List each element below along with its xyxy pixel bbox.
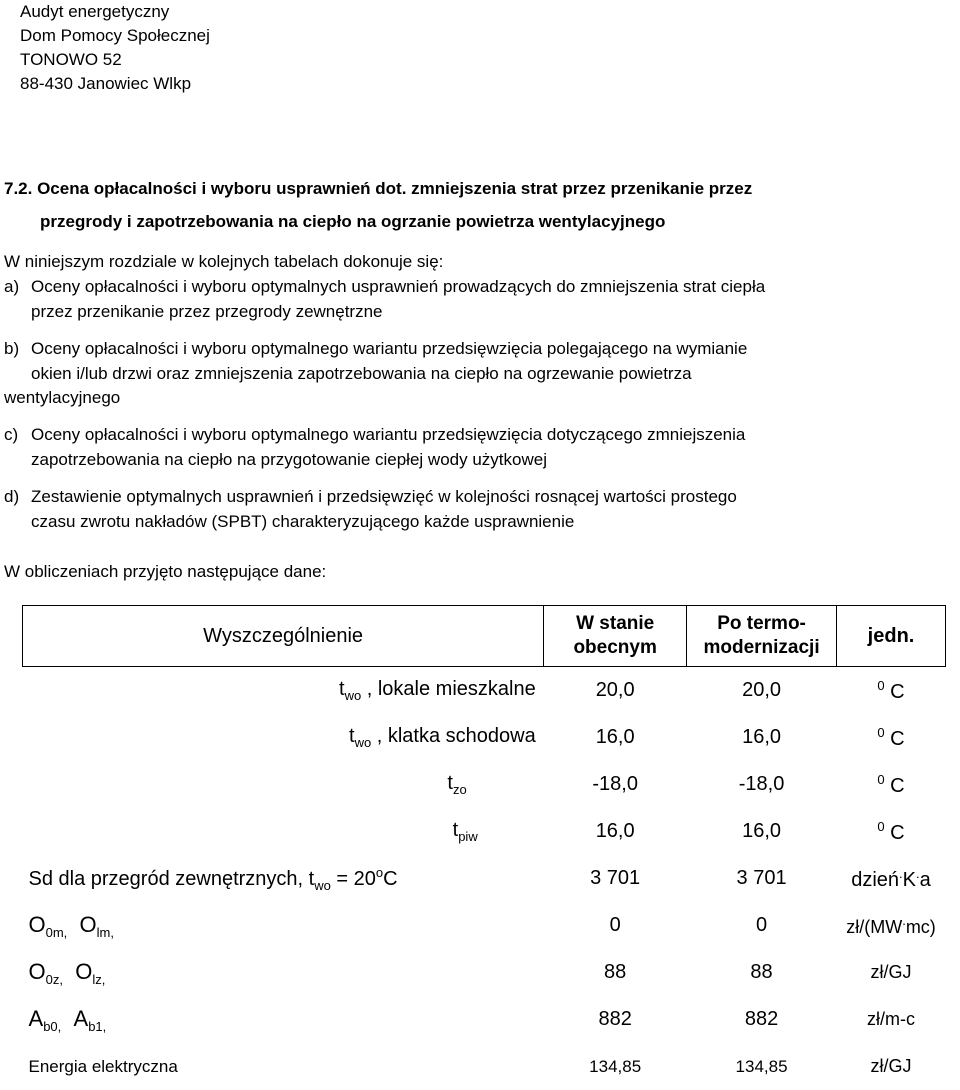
input-data-table [22,605,946,1090]
unit: $^0$ C [877,677,905,703]
list-item-text: czasu zwrotu nakładów (SPBT) charakteryzującego każde usprawnienie [31,511,575,531]
column-header-description: Wyszczególnienie [23,606,544,667]
row-label: $O_{0z,}$ $O_{lz,}$ [28,958,106,987]
table-row [23,1043,946,1090]
value-after: -18,0 [738,773,785,795]
value-after: 0 [755,914,768,936]
column-header-after: Po termo- modernizacji [687,606,837,667]
value-after: 134,85 [735,1056,788,1076]
list-item-text: przez przenikanie przez przegrody zewnętrzne [31,301,383,321]
header-address: TONOWO 52 [20,50,122,69]
table-header-row [23,606,946,667]
list-item-text: Oceny opłacalności i wyboru optymalnych usprawnień prowadzących do zmniejszenia strat ciepła [31,277,766,296]
value-current: 134,85 [589,1056,642,1076]
value-current: 20,0 [595,679,635,701]
list-item-label: a) [4,277,20,296]
row-label: $t_{wo}$ , klatka schodowa [349,725,536,750]
unit: $^0$ C [877,724,905,750]
row-label: Sd dla przegród zewnętrznych, $t_{wo} = 20^oC$ [28,864,398,893]
list-item-label: d) [4,487,20,506]
list-item-label: b) [4,339,20,358]
unit: $^0$ C [877,771,905,797]
value-after: 882 [744,1008,779,1030]
unit: zł/GJ [870,1056,912,1076]
unit: zł/m-c [867,1009,915,1029]
value-after: 16,0 [742,726,782,748]
value-after: 88 [750,961,773,983]
calc-intro: W obliczeniach przyjęto następujące dane: [4,562,327,581]
column-header-current: W stanie obecnym [544,606,687,667]
value-current: 16,0 [595,820,635,842]
unit: $^0$ C [877,818,905,844]
value-current: 882 [598,1008,632,1030]
unit: zł/GJ [870,962,912,982]
column-header-unit: jedn. [837,606,946,667]
table-row [23,996,946,1043]
list-item-text: Zestawienie optymalnych usprawnień i przedsięwzięć w kolejności rosnącej wartości prostego [31,487,737,506]
list-item-b [4,337,944,411]
list-item-text: Oceny opłacalności i wyboru optymalnego wariantu przedsięwzięcia polegającego na wymianie [31,339,748,358]
table-row [23,949,946,996]
list-item-text: wentylacyjnego [4,388,121,407]
intro-paragraph: W niniejszym rozdziale w kolejnych tabelach dokonuje się: [4,252,444,271]
row-label: $t_{zo}$ [447,772,467,797]
value-current: 3 701 [590,867,641,889]
value-current: -18,0 [592,773,638,795]
row-label: Energia elektryczna [28,1056,178,1076]
list-item-text: okien i/lub drzwi oraz zmniejszenia zapotrzebowania na ciepło na ogrzewanie powietrza [31,363,692,383]
row-label: $t_{wo}$ , lokale mieszkalne [339,678,536,703]
table-row [23,902,946,949]
section-title-line1: 7.2. Ocena opłacalności i wyboru usprawnień dot. zmniejszenia strat przez przenikanie przez [4,179,753,198]
table-row [23,667,946,715]
row-label: $A_{b0,}$ $A_{b1,}$ [28,1005,107,1034]
table-row [23,714,946,761]
header-city: 88-430 Janowiec Wlkp [20,74,192,93]
header-title: Audyt energetyczny [20,2,170,21]
list-item-d [4,485,944,534]
list-item-label: c) [4,425,19,444]
table-row [23,855,946,902]
value-after: 16,0 [742,820,782,842]
value-after: 3 701 [736,867,787,889]
list-item-text: Oceny opłacalności i wyboru optymalnego wariantu przedsięwzięcia dotyczącego zmniejszenia [31,425,746,444]
header-institution: Dom Pomocy Społecznej [20,26,210,45]
row-label: $t_{piw}$ [452,819,478,844]
list-item-c [4,423,944,472]
section-title [0,172,960,238]
table-row [23,808,946,855]
value-after: 20,0 [742,679,782,701]
unit: zł/(MW.mc) [846,913,936,937]
row-label: $O_{0m,}$ $O_{lm,}$ [28,911,114,940]
document-header [20,0,210,96]
value-current: 88 [604,961,627,983]
list-item-text: zapotrzebowania na ciepło na przygotowanie ciepłej wody użytkowej [31,449,547,469]
value-current: 16,0 [595,726,635,748]
list-item-a [4,275,944,324]
section-title-line2: przegrody i zapotrzebowania na ciepło na ogrzanie powietrza wentylacyjnego [40,212,666,231]
table-row [23,761,946,808]
value-current: 0 [609,914,621,936]
unit: dzień.K.a [851,865,931,891]
